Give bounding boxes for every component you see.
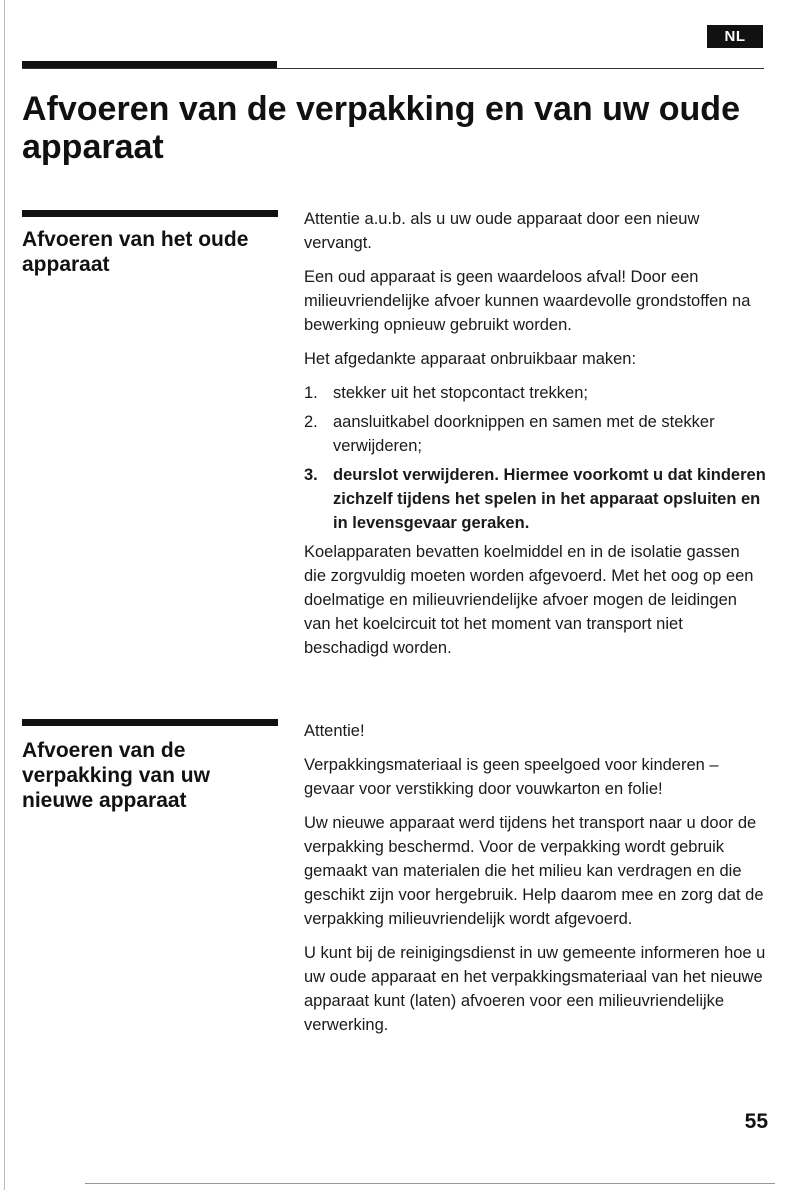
section1-closing-paragraph: Koelapparaten bevatten koelmiddel en in de isolatie gassen die zorgvuldig moeten worden afgevoerd. Met het oog op een doelmatige en milieuvriendelijke afvoer mogen de leidingen van het koelcircuit tot het moment van transport niet beschadigd worden. (304, 543, 754, 657)
section1-rule (22, 210, 278, 217)
scan-edge-line (4, 0, 5, 1190)
language-badge: NL (707, 25, 763, 48)
step-item (304, 381, 766, 405)
section2-paragraph: U kunt bij de reinigingsdienst in uw gemeente informeren hoe u uw oude apparaat en het verpakkingsmateriaal van het nieuwe apparaat kunt (laten) afvoeren voor een milieuvriendelijke verwerking. (304, 944, 766, 1034)
step-item (304, 410, 766, 458)
step-number: 3. (304, 466, 318, 484)
step-number: 1. (304, 384, 318, 402)
section2-paragraph: Uw nieuwe apparaat werd tijdens het transport naar u door de verpakking beschermd. Voor de verpakking wordt gebruik gemaakt van materialen die het milieu kan verdragen en die geschikt zijn voor hergebruik. Help daarom mee en zorg dat de verpakking milieuvriendelijk wordt afgevoerd. (304, 814, 764, 928)
section1-paragraph: Het afgedankte apparaat onbruikbaar maken: (304, 350, 637, 368)
step-number: 2. (304, 413, 318, 431)
step-item-warning (304, 463, 766, 535)
section2-heading: Afvoeren van de verpakking van uw nieuwe apparaat (22, 739, 210, 812)
section1-paragraph: Een oud apparaat is geen waardeloos afval! Door een milieuvriendelijke afvoer kunnen waardevolle grondstoffen na bewerking opnieuw gebruikt worden. (304, 268, 751, 334)
section2-rule (22, 719, 278, 726)
step-text: stekker uit het stopcontact trekken; (333, 384, 588, 402)
section1-heading: Afvoeren van het oude apparaat (22, 228, 249, 276)
page-title: Afvoeren van de verpakking en van uw oude apparaat (22, 90, 740, 166)
footer-rule (85, 1183, 775, 1184)
step-text: deurslot verwijderen. Hiermee voorkomt u dat kinderen zichzelf tijdens het spelen in het apparaat opsluiten en in levensgevaar geraken. (333, 466, 766, 532)
header-rule-thin (22, 68, 764, 69)
section2-paragraph: Verpakkingsmateriaal is geen speelgoed voor kinderen – gevaar voor verstikking door vouwkarton en folie! (304, 756, 719, 798)
disposal-steps-list (304, 381, 766, 535)
section1-body (304, 207, 766, 670)
section1-paragraph: Attentie a.u.b. als u uw oude apparaat door een nieuw vervangt. (304, 210, 700, 252)
section2-paragraph: Attentie! (304, 722, 365, 740)
section2-body (304, 719, 766, 1047)
page-number: 55 (744, 1110, 768, 1133)
step-text: aansluitkabel doorknippen en samen met de stekker verwijderen; (333, 413, 715, 455)
